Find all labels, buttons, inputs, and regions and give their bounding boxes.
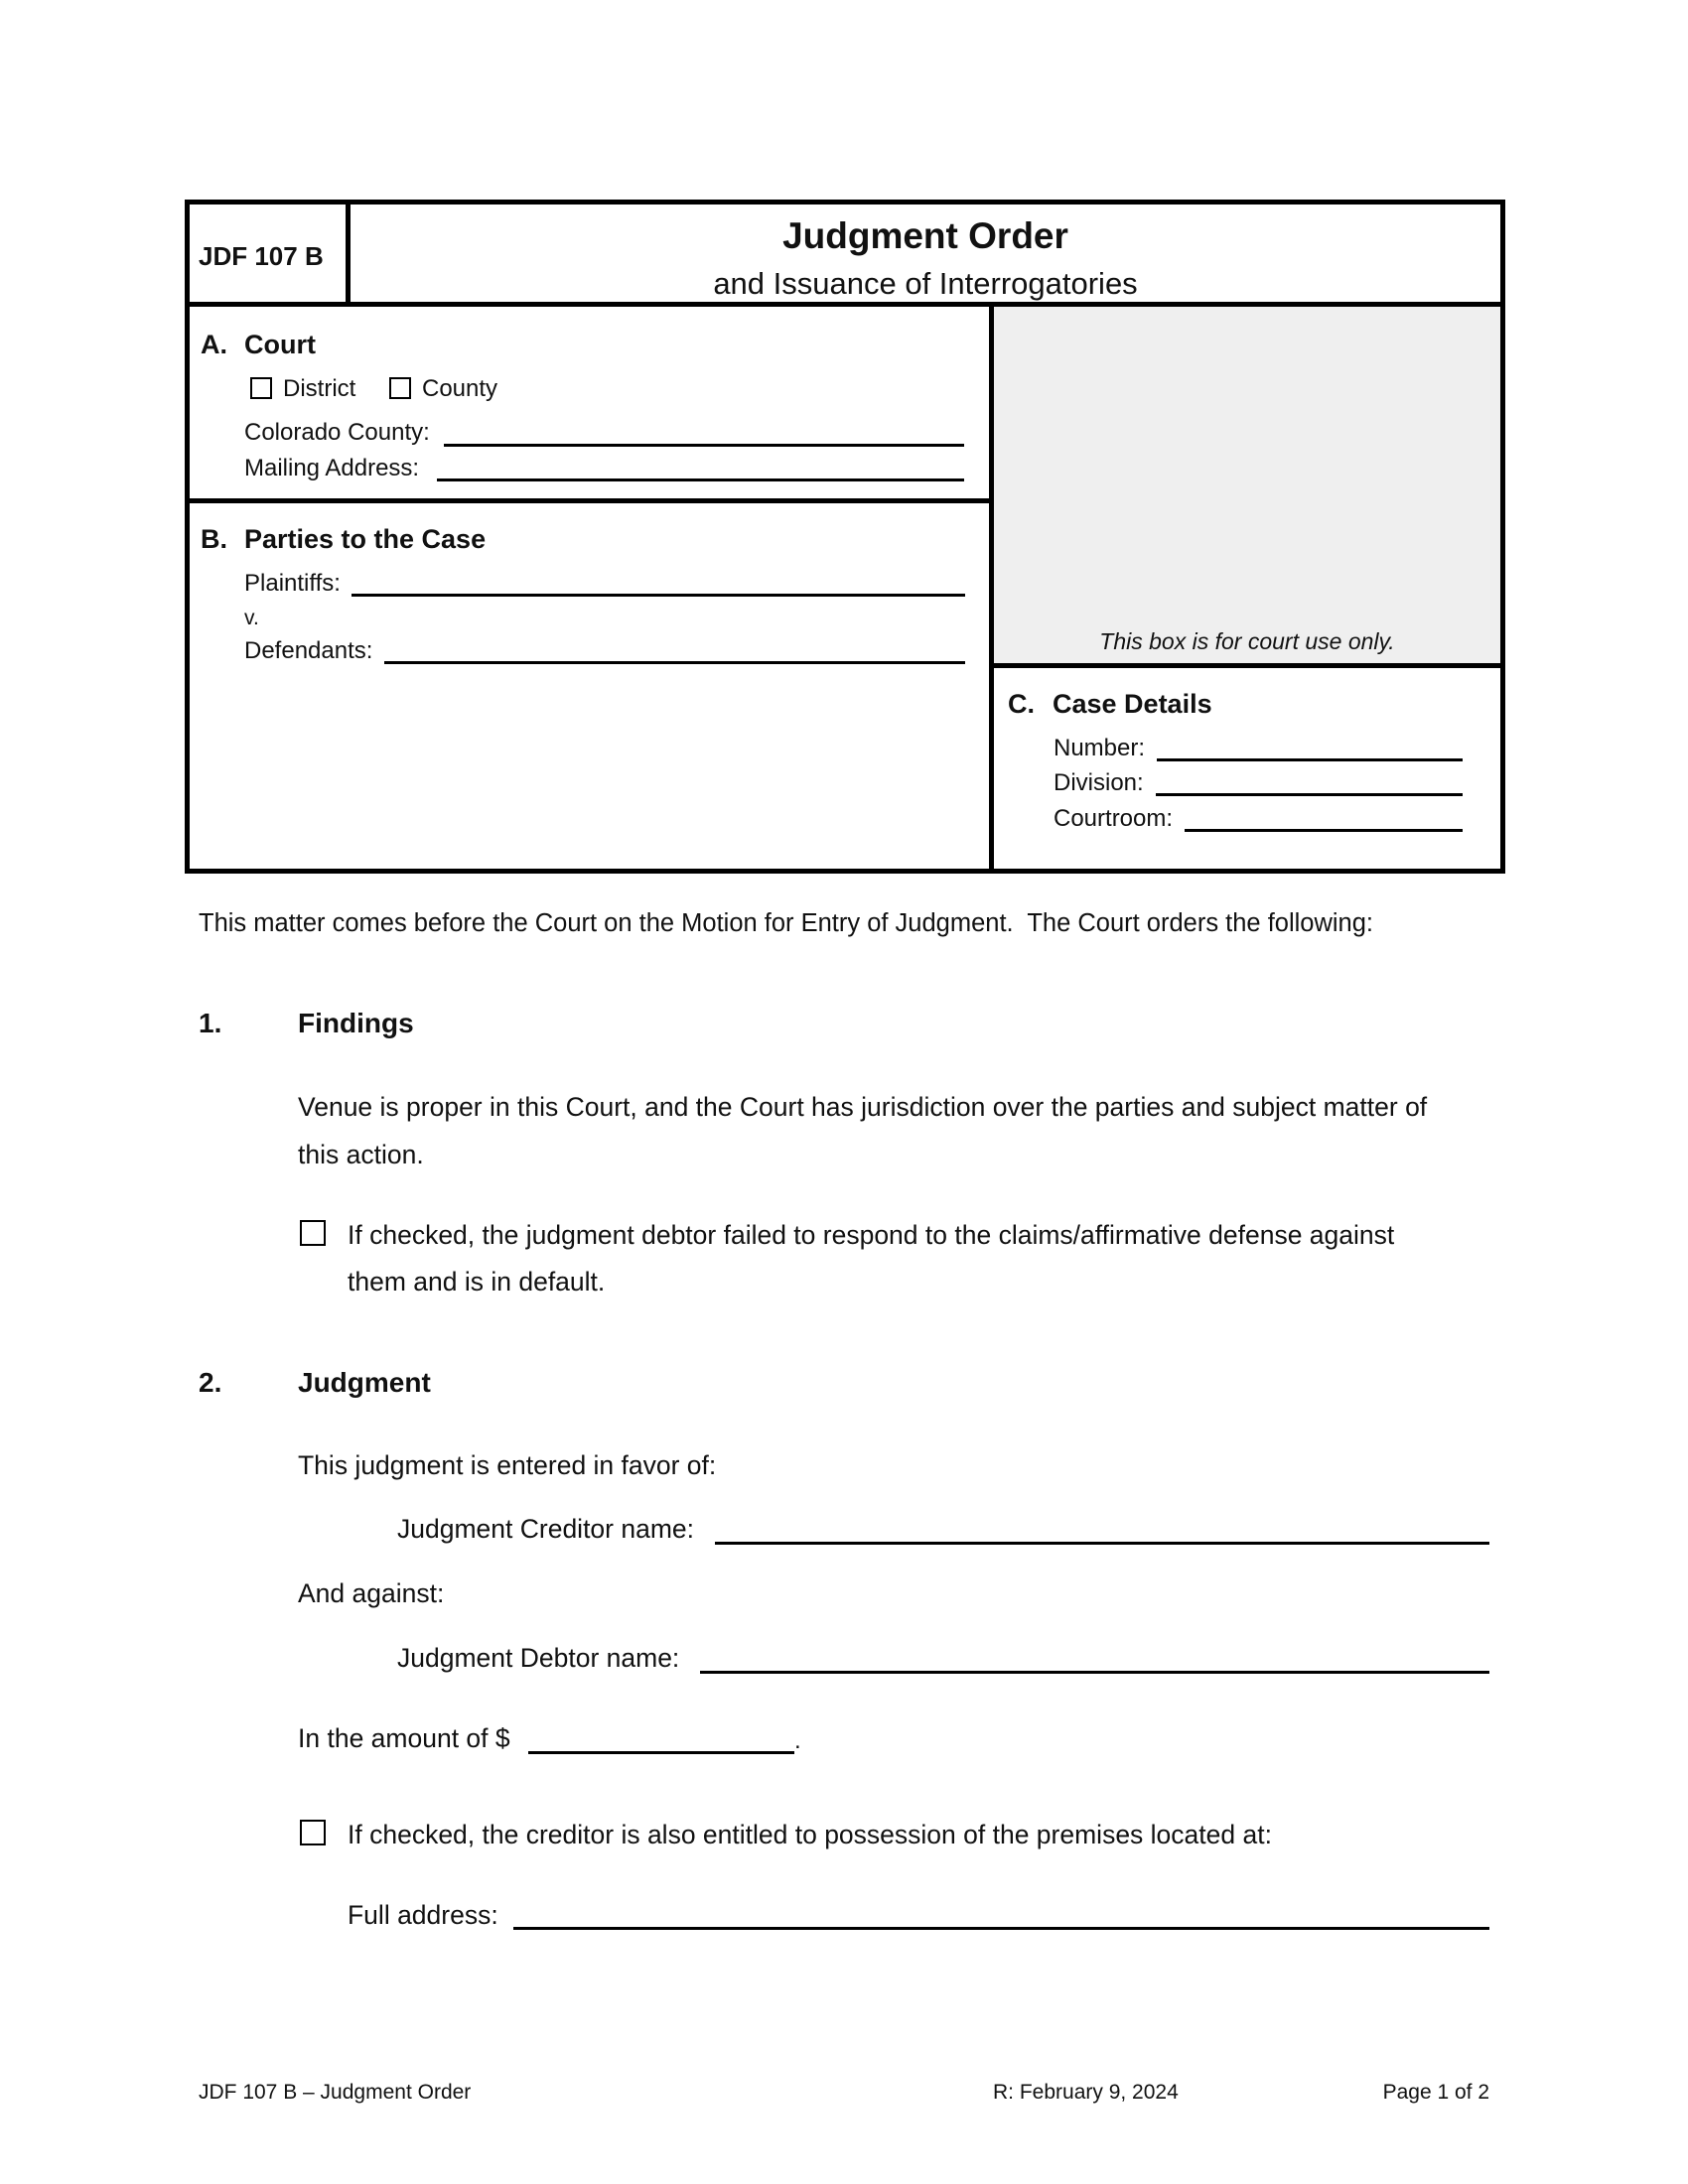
possession-checkbox[interactable] (300, 1820, 326, 1845)
creditor-field[interactable] (715, 1542, 1489, 1545)
against-text: And against: (298, 1578, 445, 1608)
division-field[interactable] (1156, 793, 1463, 796)
colorado-county-label: Colorado County: (244, 419, 430, 446)
case-number-field[interactable] (1157, 758, 1463, 761)
section-a-letter: A. (201, 330, 227, 359)
findings-number: 1. (199, 1008, 222, 1038)
defendants-label: Defendants: (244, 637, 373, 664)
amount-label: In the amount of $ (298, 1723, 510, 1753)
section-a-heading: Court (244, 330, 316, 359)
court-use-area (994, 307, 1500, 663)
colorado-county-field[interactable] (444, 444, 964, 447)
case-number-label: Number: (1054, 735, 1146, 761)
district-checkbox[interactable] (250, 377, 272, 399)
footer-page-number: Page 1 of 2 (1382, 2081, 1489, 2104)
section-b-letter: B. (201, 524, 227, 554)
findings-heading: Findings (298, 1008, 414, 1038)
debtor-field[interactable] (700, 1671, 1489, 1674)
section-c-heading: Case Details (1053, 689, 1212, 719)
court-use-note: This box is for court use only. (1099, 628, 1395, 654)
form-subtitle: and Issuance of Interrogatories (713, 266, 1138, 301)
courtroom-field[interactable] (1185, 829, 1463, 832)
section-c-letter: C. (1008, 689, 1035, 719)
full-address-label: Full address: (348, 1900, 498, 1930)
section-a-b-divider (185, 498, 992, 503)
findings-paragraph-line1: Venue is proper in this Court, and the Court has jurisdiction over the parties and subject matter of (298, 1092, 1428, 1122)
footer-revision-date: R: February 9, 2024 (993, 2081, 1179, 2104)
form-title: Judgment Order (782, 215, 1068, 256)
default-checkbox-text-line1: If checked, the judgment debtor failed to respond to the claims/affirmative defense against (348, 1220, 1395, 1250)
debtor-label: Judgment Debtor name: (397, 1643, 680, 1673)
favor-text: This judgment is entered in favor of: (298, 1450, 717, 1480)
judgment-number: 2. (199, 1367, 222, 1398)
district-label: District (283, 375, 356, 402)
judgment-heading: Judgment (298, 1367, 431, 1398)
full-address-field[interactable] (513, 1927, 1489, 1930)
defendants-field[interactable] (384, 661, 965, 664)
court-use-divider (989, 663, 1505, 668)
mailing-address-field[interactable] (437, 478, 964, 481)
intro-paragraph: This matter comes before the Court on the Motion for Entry of Judgment. The Court orders the following: (199, 909, 1374, 937)
possession-checkbox-text: If checked, the creditor is also entitled to possession of the premises located at: (348, 1820, 1272, 1849)
division-label: Division: (1054, 769, 1144, 796)
amount-field[interactable] (528, 1751, 794, 1754)
plaintiffs-field[interactable] (352, 594, 965, 597)
plaintiffs-label: Plaintiffs: (244, 570, 341, 597)
creditor-label: Judgment Creditor name: (397, 1514, 695, 1544)
county-checkbox[interactable] (389, 377, 411, 399)
section-b-heading: Parties to the Case (244, 524, 487, 554)
county-label: County (422, 375, 498, 402)
findings-paragraph-line2: this action. (298, 1140, 424, 1169)
default-checkbox-text-line2: them and is in default. (348, 1267, 606, 1297)
courtroom-label: Courtroom: (1054, 805, 1174, 832)
mailing-address-label: Mailing Address: (244, 455, 420, 481)
versus-label: v. (244, 607, 259, 629)
form-id: JDF 107 B (199, 241, 324, 271)
amount-period: . (794, 1727, 801, 1754)
footer-form-name: JDF 107 B – Judgment Order (199, 2081, 472, 2104)
default-checkbox[interactable] (300, 1220, 326, 1246)
